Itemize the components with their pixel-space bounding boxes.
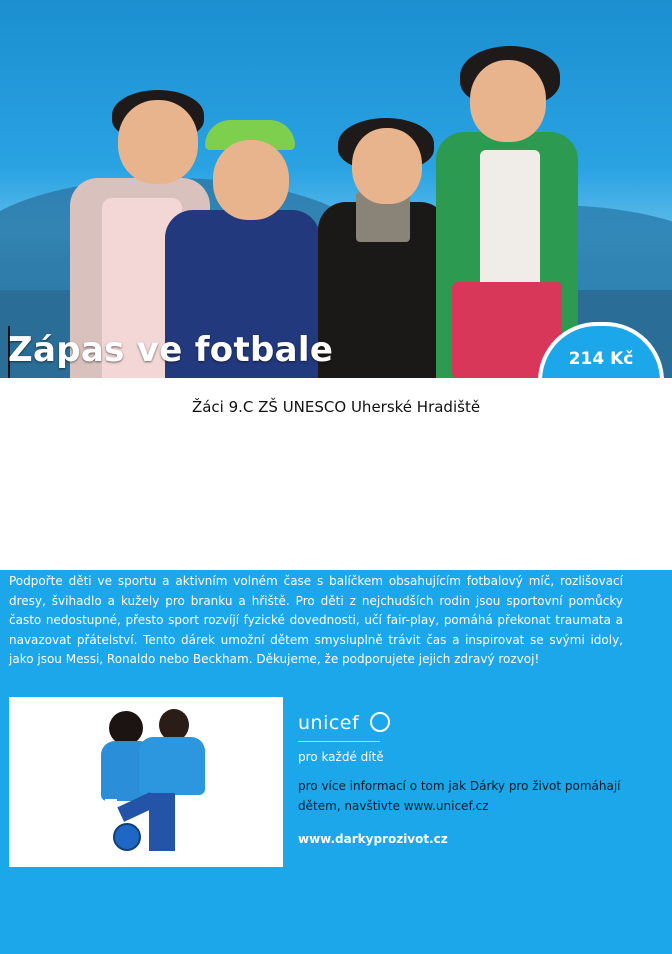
- more-info-text: pro více informací o tom jak Dárky pro život pomáhají dětem, navštivte www.unicef.cz: [298, 779, 621, 813]
- unicef-tagline: pro každé dítě: [298, 749, 384, 764]
- donor-name: Žáci 9.C ZŠ UNESCO Uherské Hradiště: [191, 398, 481, 416]
- gift-title: Zápas ve fotbale: [8, 330, 334, 370]
- unicef-logo: [298, 712, 390, 764]
- gift-description: Podpořte děti ve sportu a aktivním volném čase s balíčkem obsahujícím fotbalový míč, rozlišovací dresy, švihadlo a kužely pro branku a hřiště. Pro děti z nejchudších rodin jsou sportovní pomůcky často nedostupné, přesto sport rozvíjí fyzické dovednosti, učí fair-play, pomáhá překonat traumata a navazovat přátelství. Tento dárek umožní dětem smysluplně trávit čas a inspirovat se svými idoly, jako jsou Messi, Ronaldo nebo Beckham. Děkujeme, že podporujete jejich zdravý rozvoj!: [9, 574, 623, 666]
- child-figure: [318, 118, 448, 378]
- child-figure: [436, 46, 578, 378]
- price-badge: 214 Kč: [538, 322, 664, 378]
- player-figure: [109, 711, 143, 745]
- website-link[interactable]: www.darkyprozivot.cz: [298, 832, 448, 846]
- unicef-wordmark: unicef: [298, 712, 360, 734]
- unicef-globe-icon: [370, 712, 390, 732]
- hero-photo: [0, 0, 672, 378]
- football-photo: [9, 697, 283, 867]
- football-icon: [113, 823, 141, 851]
